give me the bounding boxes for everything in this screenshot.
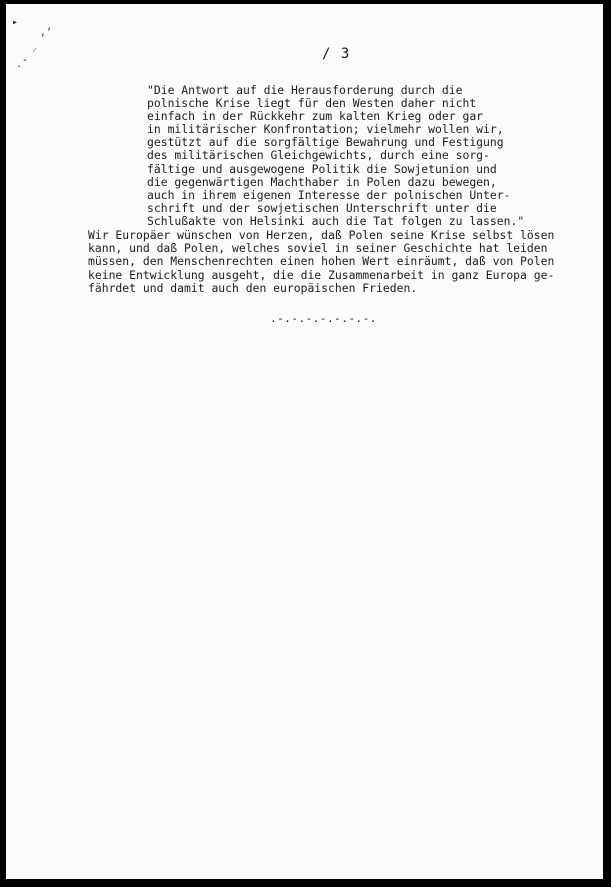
quote-line: in militärischer Konfrontation; vielmehr wollen wir, [147,122,504,137]
scan-speck-mark: ⸝ [32,43,37,54]
body-line: fährdet und damit auch den europäischen Frieden. [88,280,418,295]
quote-line: schrift und der sowjetischen Unterschrift unter die [147,200,497,215]
quote-line: die gegenwärtigen Machthaber in Polen dazu bewegen, [147,174,497,189]
body-line: kann, und daß Polen, welches soviel in seiner Geschichte hat leiden [88,241,548,256]
body-paragraph [88,229,578,295]
scan-speck-mark: ▸ [12,17,19,28]
quote-line: "Die Antwort auf die Herausforderung durch die [147,83,463,97]
body-line: keine Entwicklung ausgeht, die die Zusammenarbeit in ganz Europa ge- [88,267,555,282]
quote-line: einfach in der Rückkehr zum kalten Krieg oder gar [147,109,484,124]
quote-line: Schlußakte von Helsinki auch die Tat folgen zu lassen." [147,213,525,228]
quote-line: gestützt auf die sorgfältige Bewahrung und Festigung [147,135,504,150]
end-separator: .-.-.-.-.-.-.-. [270,312,377,325]
page-number: / 3 [322,46,351,62]
body-line: Wir Europäer wünschen von Herzen, daß Polen seine Krise selbst lösen [88,228,555,242]
quote-block [147,84,547,228]
body-line: müssen, den Menschenrechten einen hohen Wert einräumt, daß von Polen [88,254,555,269]
quote-line: des militärischen Gleichgewichts, durch eine sorg- [147,148,490,163]
quote-line: auch in ihrem eigenen Interesse der polnischen Unter- [147,187,511,202]
quote-line: fältige und ausgewogene Politik die Sowjetunion und [147,161,497,176]
scan-speck-mark: ‚‘ [40,27,53,38]
document-page [6,4,603,879]
quote-line: polnische Krise liegt für den Westen daher nicht [147,96,477,111]
scan-speck-mark: .ˇ [16,59,29,70]
